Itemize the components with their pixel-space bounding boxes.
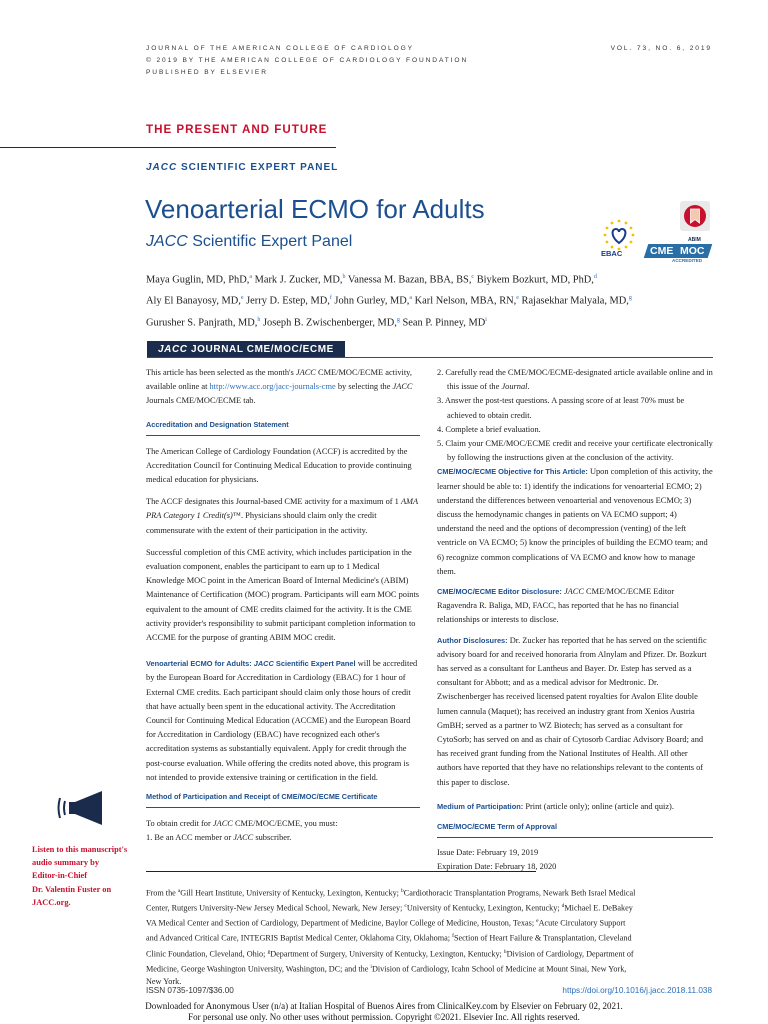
- accredited-label: ACCREDITED: [672, 258, 703, 263]
- sublabel-journal: JACC: [146, 162, 178, 173]
- affiliation-text: Division of Cardiology, Department of Medicine, George Washington University, Washington, DC; and the: [146, 949, 634, 974]
- expiration-date: Expiration Date: February 18, 2020: [437, 862, 557, 872]
- medium-lead: Medium of Participation:: [437, 801, 524, 811]
- bookmark-icon: [680, 201, 710, 231]
- doi-link[interactable]: https://doi.org/10.1016/j.jacc.2018.11.038: [562, 986, 712, 995]
- affiliation-marker[interactable]: b: [342, 274, 346, 280]
- author-name: Gurusher S. Panjrath, MD,: [146, 317, 258, 329]
- affiliation-marker[interactable]: d: [593, 274, 597, 280]
- intro-text-3: by selecting the: [335, 382, 393, 392]
- method-text-2: CME/MOC/ECME, you must:: [232, 819, 338, 829]
- journal-publisher: PUBLISHED BY ELSEVIER: [146, 69, 268, 76]
- editor-lead: CME/MOC/ECME Editor Disclosure:: [437, 587, 562, 597]
- accreditation-paragraph-3: Successful completion of this CME activity, which includes participation in the evaluation component, enables the participant to earn up to 1 Medical Knowledge MOC point in the American Board of Internal Medicine's (ABIM) Maintenance of Certification (MOC) program. Participants will earn MOC points equivalent to the amount of CME credits claimed for the activity. It is the CME activity provider's responsibility to submit participant completion information to ACCME for the purpose of granting ABIM MOC credit.: [146, 547, 420, 643]
- section-label: THE PRESENT AND FUTURE: [146, 123, 328, 136]
- affiliation-key: b: [401, 888, 404, 894]
- credit-category: AMA PRA Category 1 Credit(s): [146, 497, 418, 521]
- editor-disclosure: [437, 585, 713, 628]
- audio-summary-note[interactable]: [32, 843, 142, 909]
- affiliation-marker[interactable]: e: [240, 295, 244, 302]
- cme-banner-text: JOURNAL CME/MOC/ECME: [187, 344, 334, 355]
- affiliation-text: Cardiothoracic Transplantation Programs, Newark Beth Israel Medical Center, Rutgers University-New Jersey Medical School, Newark, New Jersey;: [146, 888, 636, 913]
- cme-banner: [147, 341, 345, 358]
- left-column: [146, 366, 420, 845]
- affiliation-text: Department of Surgery, University of Kentucky, Lexington, Kentucky;: [270, 949, 504, 959]
- author-name: Mark J. Zucker, MD,: [252, 274, 343, 286]
- affiliation-key: a: [177, 888, 181, 894]
- step-5: 5. Claim your CME/MOC/ECME credit and receive your certificate electronically by following the instructions given at the conclusion of the activity.: [437, 439, 713, 463]
- audio-note-line-1: Listen to this manuscript's: [32, 845, 128, 854]
- credit-text: The ACCF designates this Journal-based CME activity for a maximum of 1: [146, 497, 401, 507]
- credit-text-2: ™. Physicians should claim only the credit commensurate with the extent of their participation in the activity.: [146, 511, 377, 535]
- author-disclosures: [437, 634, 713, 790]
- issn: ISSN 0735-1097/$36.00: [146, 986, 234, 995]
- cme-moc-badge: [644, 238, 714, 266]
- right-column: [437, 366, 713, 875]
- objective-paragraph: [437, 465, 713, 579]
- affiliation-text: Section of Heart Failure & Transplantation, Cleveland Clinic Foundation, Cleveland, Ohio;: [146, 934, 632, 959]
- affiliation-marker[interactable]: g: [396, 316, 400, 323]
- step-1-text-2: subscriber.: [253, 833, 292, 843]
- objective-lead: CME/MOC/ECME Objective for This Article:: [437, 467, 588, 477]
- subtitle-journal: JACC: [146, 233, 188, 250]
- affiliation-text: Michael E. DeBakey VA Medical Center and Section of Cardiology, Department of Medicine, Baylor College of Medicine, Houston, Texas;: [146, 903, 633, 929]
- ebac-text: will be accredited by the European Board for Accreditation in Cardiology (EBAC) for 1 hour of External CME credits. Each participant should claim only those hours of credit that have actually been spent in the educational activity. The Accreditation Council for Continuing Medical Education (ACCME) and the European Board for Accreditation in Cardiology (EBAC) have recognized each other's accreditation systems as substantially equivalent. Apply for credit through the post-course evaluation. While offering the credits noted above, this program is not intended to provide extensive training or certification in the field.: [146, 659, 418, 782]
- step-2-journal: Journal: [501, 382, 528, 392]
- ebac-lead-journal: JACC: [253, 659, 274, 669]
- author-name: Aly El Banayosy, MD,: [146, 295, 241, 307]
- author-line-2: [146, 289, 736, 310]
- affiliations: [146, 885, 636, 988]
- method-journal: JACC: [212, 819, 233, 829]
- download-notice: [0, 1001, 768, 1022]
- affiliation-marker[interactable]: f: [329, 295, 332, 302]
- author-name: Sean P. Pinney, MD: [399, 317, 486, 329]
- ebac-paragraph: [146, 657, 420, 785]
- sublabel-text: SCIENTIFIC EXPERT PANEL: [177, 162, 339, 173]
- download-line-2: For personal use only. No other uses without permission. Copyright ©2021. Elsevier Inc. All rights reserved.: [188, 1011, 580, 1022]
- affiliation-text: Division of Cardiology, Icahn School of Medicine at Mount Sinai, New York, New York.: [146, 964, 627, 986]
- section-divider: [0, 147, 336, 148]
- affiliation-marker[interactable]: e: [516, 295, 519, 302]
- author-name: Karl Nelson, MBA, RN,: [412, 295, 517, 307]
- author-name: Joseph B. Zwischenberger, MD,: [260, 317, 397, 329]
- affiliation-text: University of Kentucky, Lexington, Kentucky;: [406, 903, 562, 913]
- intro-text-2: CME/MOC/ECME activity, available online at: [146, 368, 412, 392]
- intro-text: This article has been selected as the month's: [146, 368, 296, 377]
- step-3: 3. Answer the post-test questions. A passing score of at least 70% must be achieved to obtain credit.: [437, 396, 685, 420]
- audio-note-line-3: Editor-in-Chief: [32, 871, 88, 881]
- affiliation-marker[interactable]: a: [249, 274, 252, 280]
- affiliation-key: e: [536, 918, 539, 925]
- cme-label: CME: [650, 245, 674, 257]
- affiliation-text: Gill Heart Institute, University of Kentucky, Lexington, Kentucky;: [180, 888, 402, 898]
- author-disclosures-text: Dr. Zucker has reported that he has served on the scientific advisory board for and received honoraria from Alnylam and Pfizer. Dr. Bozkurt has served as a consultant for Lantheus and Bayer. Dr. Estep has served as a consultant for Abbott; and as a medical advisor for Medtronic. Dr. Zwischenberger has received licensed patent royalties for Avalon Elite double lumen cannula (Maquet); has received an industry grant from Xenios Austria GmBH; served as a partner to WZ Biotech; has served as a consultant for CytoSorb; has served on and as chair of Cytosorb Cardiac Advisory Board; and has received grant funding from the National Institutes of Health. All other authors have reported that they have no relationships relevant to the contents of this paper to disclose.: [437, 635, 707, 787]
- journal-header: [146, 43, 468, 79]
- affiliation-key: f: [452, 933, 454, 940]
- issue-date: Issue Date: February 19, 2019: [437, 848, 539, 858]
- author-name: Maya Guglin, MD, PhD,: [146, 274, 250, 286]
- author-name: Biykem Bozkurt, MD, PhD,: [474, 274, 594, 286]
- affiliation-marker[interactable]: a: [409, 295, 413, 302]
- audio-summary-button[interactable]: [56, 785, 106, 831]
- method-intro: [146, 817, 420, 831]
- author-line-3: [146, 311, 736, 332]
- author-disclosures-lead: Author Disclosures:: [437, 635, 508, 645]
- audio-note-line-4: Dr. Valentin Fuster on: [32, 884, 112, 894]
- affiliation-key: g: [267, 948, 271, 955]
- affiliations-from: From the: [146, 888, 178, 898]
- author-name: Jerry D. Estep, MD,: [243, 295, 330, 307]
- method-text: To obtain credit for: [146, 819, 213, 829]
- method-heading: Method of Participation and Receipt of CME/MOC/ECME Certificate: [146, 791, 420, 808]
- affiliations-rule: [146, 871, 536, 872]
- affiliation-marker[interactable]: h: [257, 316, 261, 323]
- step-1-journal: JACC: [233, 833, 254, 843]
- accreditation-paragraph-1: The American College of Cardiology Foundation (ACCF) is accredited by the Accreditation Council for Continuing Medical Education to provide continuing medical education for physicians.: [146, 446, 412, 485]
- download-line-1: Downloaded for Anonymous User (n/a) at Italian Hospital of Buenos Aires from ClinicalKey.com by Elsevier on February 02, 2021.: [145, 1001, 623, 1011]
- jacc-cme-link[interactable]: http://www.acc.org/jacc-journals-cme: [209, 382, 336, 392]
- affiliation-text: Acute Circulatory Support and Advanced Critical Care, INTEGRIS Baptist Medical Center, Oklahoma City, Oklahoma;: [146, 919, 626, 944]
- intro-journal: JACC: [295, 368, 316, 377]
- intro-text-4: Journals CME/MOC/ECME tab.: [146, 396, 256, 406]
- step-1-text: 1. Be an ACC member or: [146, 833, 234, 843]
- intro-journal-2: JACC: [392, 382, 413, 392]
- term-heading: CME/MOC/ECME Term of Approval: [437, 821, 713, 838]
- medium-paragraph: [437, 800, 713, 814]
- affiliation-key: c: [404, 903, 407, 910]
- section-sublabel: [146, 162, 338, 173]
- step-2-end: .: [527, 382, 530, 392]
- affiliation-marker[interactable]: g: [628, 295, 632, 302]
- author-name: Rajasekhar Malyala, MD,: [518, 295, 629, 307]
- abim-label: ABIM: [688, 237, 701, 243]
- medium-text: Print (article only); online (article and quiz).: [523, 801, 674, 811]
- editor-text: CME/MOC/ECME Editor Ragavendra R. Baliga, MD, FACC, has reported that he has no financial relationships or interests to disclose.: [437, 587, 679, 625]
- subtitle-text: Scientific Expert Panel: [187, 233, 353, 250]
- step-4: 4. Complete a brief evaluation.: [437, 424, 541, 434]
- ebac-lead-title: Venoarterial ECMO for Adults:: [146, 659, 254, 669]
- ebac-label: EBAC: [601, 249, 623, 258]
- author-line-1: [146, 268, 736, 289]
- author-name: John Gurley, MD,: [331, 295, 410, 307]
- crossmark-badge[interactable]: [680, 201, 710, 231]
- affiliation-key: h: [503, 948, 507, 955]
- cme-banner-rule: [147, 357, 713, 358]
- intro-paragraph: [146, 366, 420, 409]
- accreditation-heading: Accreditation and Designation Statement: [146, 419, 420, 436]
- step-2-text: 2. Carefully read the CME/MOC/ECME-designated article available online and in this issue of the: [437, 368, 713, 392]
- affiliation-key: i: [370, 963, 372, 970]
- ebac-lead: [146, 659, 356, 668]
- author-list: [146, 268, 736, 332]
- moc-label: MOC: [680, 245, 705, 257]
- audio-note-line-2: audio summary by: [32, 858, 100, 868]
- ebac-lead-rest: Scientific Expert Panel: [273, 659, 356, 669]
- affiliation-marker[interactable]: c: [471, 274, 475, 280]
- speaker-icon: [56, 785, 106, 831]
- journal-copyright: © 2019 BY THE AMERICAN COLLEGE OF CARDIOLOGY FOUNDATION: [146, 57, 469, 64]
- audio-note-line-5: JACC.org.: [32, 897, 71, 907]
- article-title: Venoarterial ECMO for Adults: [145, 194, 485, 224]
- article-subtitle: [146, 233, 352, 251]
- editor-journal: JACC: [563, 587, 584, 597]
- journal-volume: VOL. 73, NO. 6, 2019: [610, 45, 712, 52]
- accreditation-paragraph-2: [146, 495, 420, 538]
- journal-name: JOURNAL OF THE AMERICAN COLLEGE OF CARDIOLOGY: [146, 45, 414, 52]
- cme-banner-journal: JACC: [158, 344, 188, 355]
- objective-text: Upon completion of this activity, the learner should be able to: 1) identify the indications for venoarterial ECMO; 2) understand the differences between venoarterial and venovenous ECMO; 3) discuss the hemodynamic changes in patients on VA ECMO support; 4) understand the need and the options of decompression (venting) of the left ventricle on VA ECMO; 5) know the principles of building the ECMO team; and 6) recognize common complications of VA ECMO and know how to manage them.: [437, 467, 713, 576]
- author-name: Vanessa M. Bazan, BBA, BS,: [345, 274, 472, 286]
- step-1: [146, 831, 420, 845]
- step-2: [437, 366, 713, 394]
- ebac-badge: [597, 218, 641, 260]
- affiliation-marker[interactable]: i: [485, 316, 487, 323]
- affiliation-key: d: [561, 903, 565, 910]
